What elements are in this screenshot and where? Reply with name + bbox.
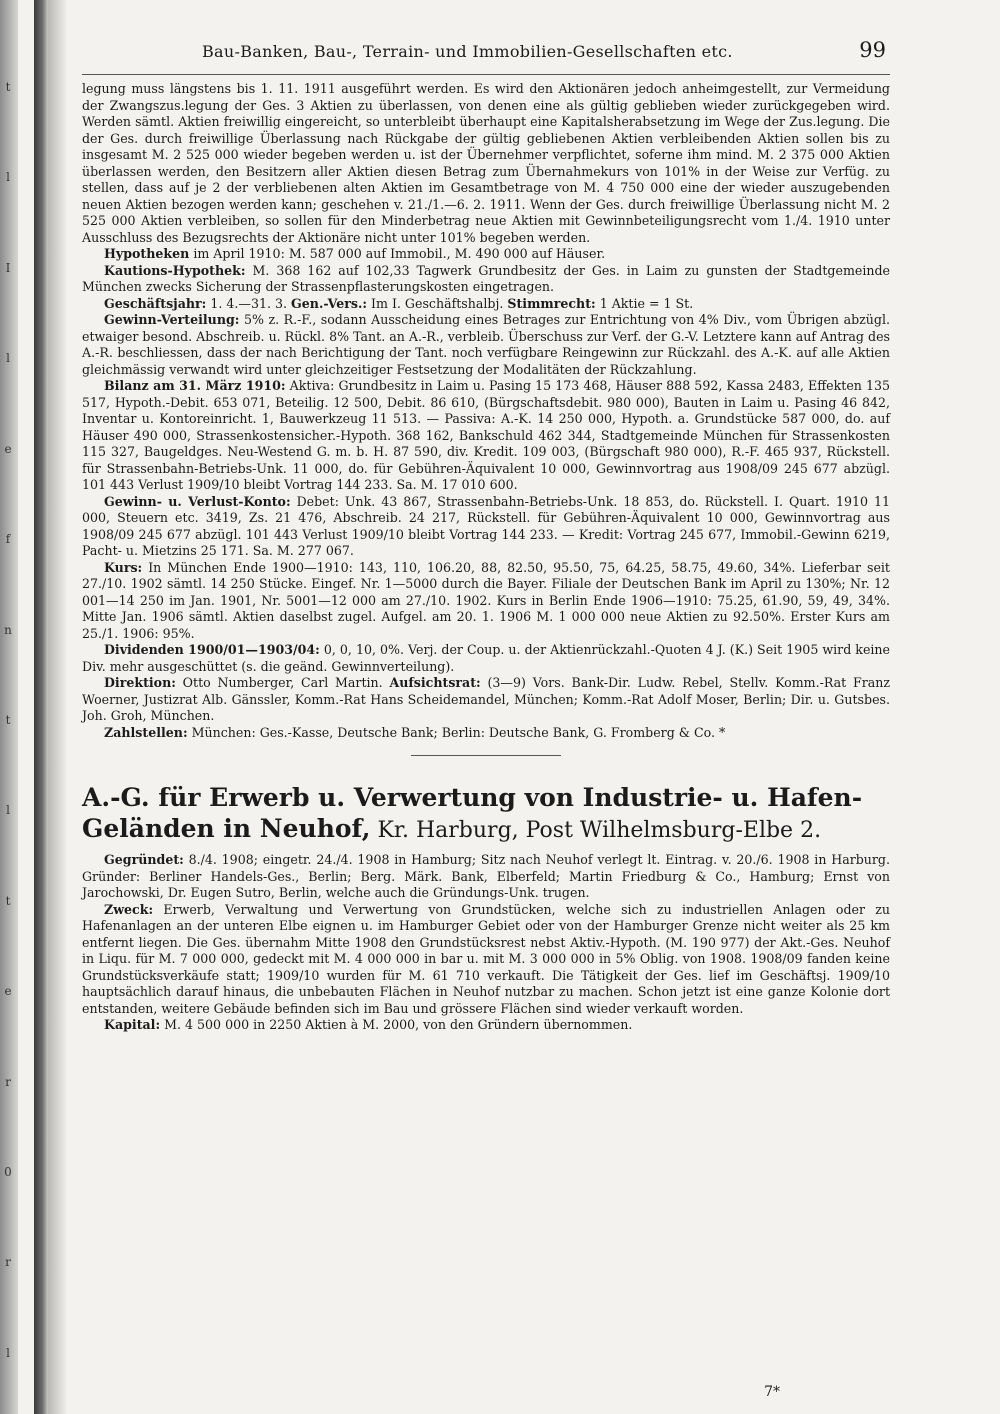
page-header [82, 34, 890, 75]
text-gewinn-verlust-konto: Debet: Unk. 43 867, Strassenbahn-Betriebs-Unk. 18 853, do. Rückstell. I. Quart. 1910 11 000, Steuern etc. 3419, Zs. 21 476, Abschreib. 24 217, Rückstell. für Gebühren-Äquivalent 10 000, Gewinnvortrag aus 1908/09 245 677 abzügl. 101 443 Verlust 1909/10 bleibt Vortrag 144 233. — Kredit: Vortrag 245 677, Immobil.-Gewinn 6219, Pacht- u. Mietzins 25 171. Sa. M. 277 067. [82, 493, 891, 558]
margin-fragment: l [6, 351, 10, 366]
page-number: 99 [859, 38, 886, 62]
label-zahlstellen: Zahlstellen: [104, 724, 188, 740]
margin-fragment: r [5, 1074, 11, 1089]
paragraph-gewinn-verlust-konto [82, 494, 890, 560]
paragraph-hypotheken [82, 246, 890, 263]
text-stimmrecht: 1 Aktie = 1 St. [595, 295, 694, 311]
paragraph-kapital [82, 1017, 890, 1034]
running-head: Bau-Banken, Bau-, Terrain- und Immobilien-Gesellschaften etc. [202, 42, 733, 61]
gutter-fold [34, 0, 48, 1414]
entry-neuhof [82, 782, 890, 1034]
label-aufsichtsrat: Aufsichtsrat: [389, 675, 481, 690]
label-stimmrecht: Stimmrecht: [507, 295, 596, 311]
paragraph-zweck [82, 902, 890, 1018]
company-heading [82, 782, 890, 846]
label-kautions-hypothek: Kautions-Hypothek: [104, 262, 246, 278]
margin-fragment: e [4, 441, 12, 456]
paragraph-kapital-herabsetzung: legung muss längstens bis 1. 11. 1911 ausgeführt werden. Es wird den Aktionären jedoch anheimgestellt, zur Vermeidung der Zwangszus.legung der Ges. 3 Aktien zu überlassen, von denen eine als gültig geblieben wieder zurückgegeben wird. Werden sämtl. Aktien freiwillig eingereicht, so unterbleibt überhaupt eine Kapitalsherabsetzung im Wege der Zus.legung. Die der Ges. durch freiwillige Überlassung nach Rückgabe der gültig gebliebenen Aktien verbleibenden Aktien sollen bis zu insgesamt M. 2 525 000 wieder begeben werden u. ist der Übernehmer verpflichtet, soferne ihm mind. M. 2 375 000 Aktien überlassen werden, den Besitzern aller Aktien diesen Betrag zum Übernahmekurs von 101% in der Weise zur Verfüg. zu stellen, dass auf je 2 der verbliebenen alten Aktien im Gesamtbetrage von M. 4 750 000 eine der wieder auszugebenden neuen Aktien bezogen werden kann; geschehen v. 21./1.—6. 2. 1911. Wenn der Ges. durch freiwillige Überlassung nicht M. 2 525 000 Aktien verbleiben, so sollen für den Minderbetrag neue Aktien mit Gewinnbeteiligungsrecht vom 1./4. 1910 unter Ausschluss des Bezugsrechts der Aktionäre nicht unter 101% begeben werden. [82, 81, 890, 245]
label-gewinn-verlust-konto: Gewinn- u. Verlust-Konto: [104, 493, 291, 509]
paragraph-gewinn-verteilung [82, 312, 890, 378]
text-hypotheken: im April 1910: M. 587 000 auf Immobil., M. 490 000 auf Häuser. [189, 246, 606, 261]
label-zweck: Zweck: [104, 901, 154, 917]
margin-fragment: r [5, 1255, 11, 1270]
margin-fragment: l [6, 170, 10, 185]
text-geschaeftsjahr: 1. 4.—31. 3. [206, 295, 292, 311]
label-gen-vers: Gen.-Vers.: [291, 295, 368, 311]
text-gewinn-verteilung: 5% z. R.-F., sodann Ausscheidung eines Betrages zur Entrichtung von 4% Div., vom Übrigen abzügl. etwaiger besond. Abschreib. u. Rückl. 8% Tant. an A.-R., verbleib. Überschuss zur Verf. der G.-V. Letztere kann auf Antrag des A.-R. beschliessen, dass der nach Berichtigung der Tant. noch verfügbare Reingewinn zur Rückzahl. des A.-K. auf alle Aktien gleichmässig verwandt wird unter gleichzeitiger Festsetzung der Modalitäten der Rückzahlung. [82, 312, 890, 377]
label-kurs: Kurs: [104, 559, 143, 575]
text-dividenden: 0, 0, 10, 0%. Verj. der Coup. u. der Aktienrückzahl.-Quoten 4 J. (K.) Seit 1905 wird keine Div. mehr ausgeschüttet (s. die geänd. Gewinnverteilung). [82, 642, 890, 674]
company-name: A.-G. für Erwerb u. Verwertung von Industrie- u. Hafen-Geländen in Neuhof, [82, 783, 863, 843]
text-kapital: M. 4 500 000 in 2250 Aktien à M. 2000, von den Gründern übernommen. [160, 1017, 633, 1032]
paragraph-kurs [82, 560, 890, 643]
company-location: Kr. Harburg, Post Wilhelmsburg-Elbe 2. [370, 818, 822, 843]
paragraph-geschaeftsjahr [82, 296, 890, 313]
paragraph-direktion [82, 675, 890, 725]
label-bilanz: Bilanz am 31. März 1910: [104, 378, 286, 393]
margin-fragment: t [5, 893, 11, 908]
text-zahlstellen: München: Ges.-Kasse, Deutsche Bank; Berlin: Deutsche Bank, G. Fromberg & Co. * [187, 724, 726, 740]
paragraph-dividenden [82, 642, 890, 675]
text-gegruendet: 8./4. 1908; eingetr. 24./4. 1908 in Hamburg; Sitz nach Neuhof verlegt lt. Eintrag. v. 20./6. 1908 in Harburg. Gründer: Berliner Handels-Ges., Berlin; Berg. Märk. Bank, Elberfeld; Martin Friedburg & Co., Hamburg; Ernst von Jarochowski, Dr. Eugen Sutro, Berlin, welche auch die Gründungs-Unk. trugen. [82, 852, 890, 900]
margin-fragment: I [5, 260, 11, 275]
margin-fragments [0, 80, 16, 1360]
margin-fragment: f [5, 532, 11, 547]
margin-fragment: e [4, 984, 12, 999]
label-gegruendet: Gegründet: [104, 852, 184, 867]
paragraph-gegruendet [82, 852, 890, 902]
label-kapital: Kapital: [104, 1017, 161, 1032]
label-direktion: Direktion: [104, 675, 176, 690]
margin-fragment: t [5, 712, 11, 727]
margin-fragment: n [4, 622, 12, 637]
paragraph-bilanz [82, 378, 890, 494]
paragraph-zahlstellen [82, 725, 890, 742]
text-gen-vers: Im I. Geschäftshalbj. [367, 295, 508, 311]
text-kurs: In München Ende 1900—1910: 143, 110, 106.20, 88, 82.50, 95.50, 75, 64.25, 58.75, 49.60, 34%. Lieferbar seit 27./10. 1902 sämtl. 14 250 Stücke. Eingef. Nr. 1—5000 durch die Bayer. Filiale der Deutschen Bank im April zu 130%; Nr. 12 001—14 250 im Jan. 1901, Nr. 5001—12 000 am 27./10. 1902. Kurs in Berlin Ende 1906—1910: 75.25, 61.90, 59, 49, 34%. Mitte Jan. 1906 sämtl. Aktien daselbst zugel. Aufgel. am 20. 1. 1906 M. 1 000 000 neue Aktien zu 92.50%. Erster Kurs am 25./1. 1906: 95%. [82, 559, 890, 641]
page-content [82, 34, 890, 1404]
entry-separator [411, 755, 561, 756]
text-bilanz: Aktiva: Grundbesitz in Laim u. Pasing 15 173 468, Häuser 888 592, Kassa 2483, Effekten 135 517, Hypoth.-Debit. 653 071, Beteilig. 12 500, Debit. 86 610, (Bürgschaftsdebit. 980 000), Bauten in Laim u. Pasing 46 842, Inventar u. Kontoreinricht. 1, Bauwerkzeug 11 513. — Passiva: A.-K. 14 250 000, Hypoth. a. Grundstücke 587 000, do. auf Häuser 490 000, Strassenkostensicher.-Hypoth. 368 162, Bankschuld 462 344, Stadtgemeinde München für Strassenkosten 115 327, Baugeldges. Neu-Westend G. m. b. H. 87 590, div. Kredit. 109 003, (Bürgschaft 980 000), R.-F. 465 937, Rückstell. für Strassenbahn-Betriebs-Unk. 11 000, do. für Gebühren-Äquivalent 10 000, Gewinnvortrag aus 1908/09 245 677 abzügl. 101 443 Verlust 1909/10 bleibt Vortrag 144 233. Sa. M. 17 010 600. [82, 378, 891, 492]
paragraph-kautions-hypothek [82, 263, 890, 296]
sheet-signature: 7* [764, 1384, 780, 1400]
label-gewinn-verteilung: Gewinn-Verteilung: [104, 312, 240, 327]
entry-continued [82, 81, 890, 741]
margin-fragment: l [6, 803, 10, 818]
margin-fragment: t [5, 80, 11, 94]
text-zweck: Erwerb, Verwaltung und Verwertung von Grundstücken, welche sich zu industriellen Anlagen oder zu Hafenanlagen an der unteren Elbe eignen u. im Hamburger Gebiet oder von der Hamburger Grenze nicht weiter als 25 km entfernt liegen. Die Ges. übernahm Mitte 1908 den Grundstücksrest nebst Aktiv.-Hypoth. (M. 190 977) der Akt.-Ges. Neuhof in Liqu. für M. 7 000 000, gedeckt mit M. 4 000 000 in bar u. mit M. 3 000 000 in 5% Oblig. von 1908. 1908/09 fanden keine Grundstücksverkäufe statt; 1909/10 wurden für M. 61 710 verkauft. Die Tätigkeit der Ges. lief im Geschäftsj. 1909/10 hauptsächlich darauf hinaus, die unbebauten Flächen in Neuhof nutzbar zu machen. Schon jetzt ist eine ganze Kolonie dort entstanden, weitere Gebäude befinden sich im Bau und grössere Flächen sind wieder verkauft worden. [82, 901, 890, 1016]
text-kautions-hypothek: M. 368 162 auf 102,33 Tagwerk Grundbesitz der Ges. in Laim zu gunsten der Stadtgemeinde München zwecks Sicherung der Strassenpflasterungskosten eingetragen. [82, 262, 890, 294]
label-hypotheken: Hypotheken [104, 246, 190, 261]
margin-fragment: 0 [4, 1165, 12, 1180]
gutter-shadow [48, 0, 68, 1414]
text-aufsichtsrat: (3—9) Vors. Bank-Dir. Ludw. Rebel, Stellv. Komm.-Rat Franz Woerner, Justizrat Alb. Gänssler, Komm.-Rat Hans Scheidemandel, München; Komm.-Rat Adolf Moser, Berlin; Dir. u. Gutsbes. Joh. Groh, München. [82, 675, 891, 723]
text-direktion: Otto Numberger, Carl Martin. [175, 675, 390, 690]
label-geschaeftsjahr: Geschäftsjahr: [104, 295, 207, 311]
label-dividenden: Dividenden 1900/01—1903/04: [104, 642, 320, 657]
margin-fragment: l [6, 1345, 10, 1360]
